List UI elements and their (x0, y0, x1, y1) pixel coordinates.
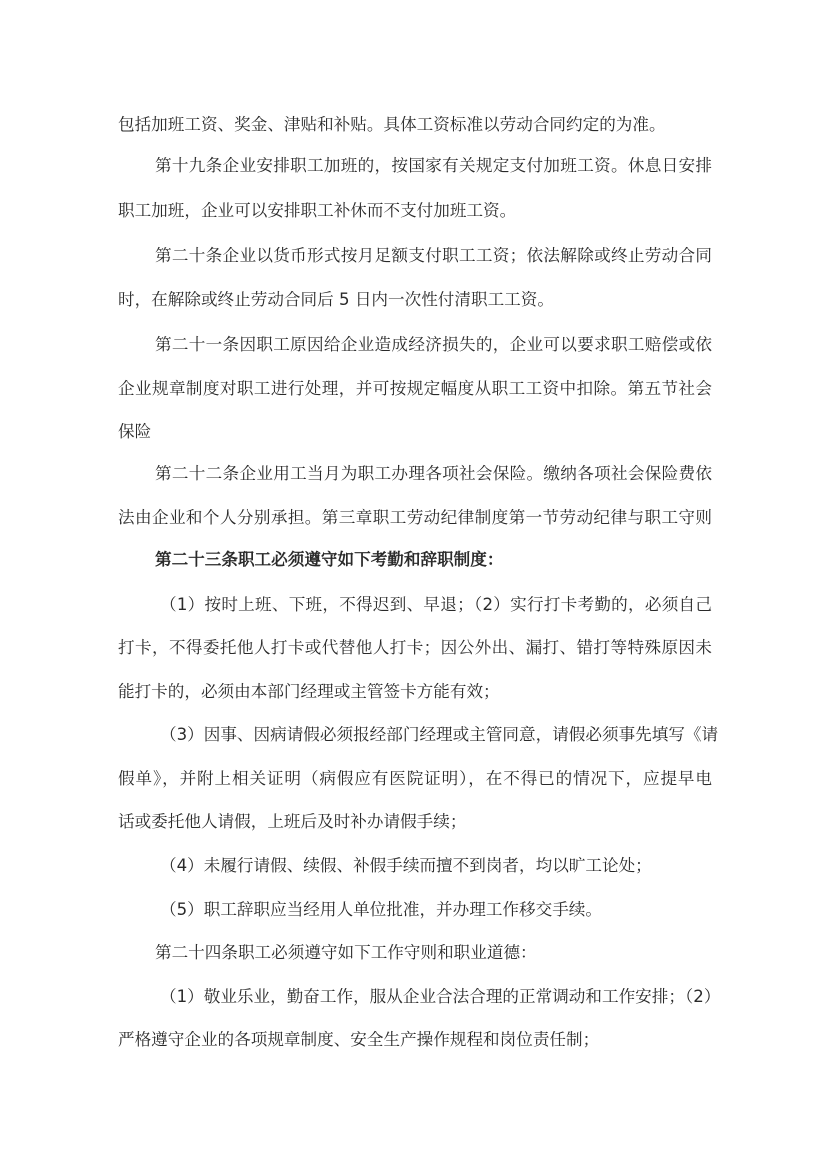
text-line: 第二十条企业以货币形式按月足额支付职工工资；依法解除或终止劳动合同 (155, 246, 712, 265)
text-line: 打卡，不得委托他人打卡或代替他人打卡；因公外出、漏打、错打等特殊原因未 (118, 638, 712, 657)
text-line: 企业规章制度对职工进行处理，并可按规定幅度从职工工资中扣除。第五节社会 (118, 379, 712, 398)
text-line: 时，在解除或终止劳动合同后 5 日内一次性付清职工工资。 (118, 290, 554, 309)
article-heading: 第二十三条职工必须遵守如下考勤和辞职制度： (155, 550, 504, 569)
text-line: 能打卡的，必须由本部门经理或主管签卡方能有效； (118, 682, 500, 701)
text-line: 第二十一条因职工原因给企业造成经济损失的，企业可以要求职工赔偿或依 (155, 335, 712, 354)
text-line: 职工加班，企业可以安排职工补休而不支付加班工资。 (118, 201, 517, 220)
text-line: （1）按时上班、下班，不得迟到、早退；（2）实行打卡考勤的，必须自己 (160, 595, 712, 614)
text-line: 话或委托他人请假，上班后及时补办请假手续； (118, 812, 467, 831)
text-line: 保险 (118, 422, 152, 441)
text-line: （1）敬业乐业，勤奋工作，服从企业合法合理的正常调动和工作安排；（2） (160, 987, 721, 1006)
text-line: （3）因事、因病请假必须报经部门经理或主管同意，请假必须事先填写《请 (160, 725, 719, 744)
text-line: 包括加班工资、奖金、津贴和补贴。具体工资标准以劳动合同约定的为准。 (118, 115, 666, 134)
text-line: 第二十四条职工必须遵守如下工作守则和职业道德： (155, 943, 537, 962)
text-line: 法由企业和个人分别承担。第三章职工劳动纪律制度第一节劳动纪律与职工守则 (118, 508, 712, 527)
text-line: （4）未履行请假、续假、补假手续而擅不到岗者，均以旷工论处； (160, 856, 652, 875)
text-line: 假单》，并附上相关证明（病假应有医院证明），在不得已的情况下，应提早电 (118, 769, 712, 788)
text-line: 严格遵守企业的各项规章制度、安全生产操作规程和岗位责任制； (118, 1030, 600, 1049)
text-line: （5）职工辞职应当经用人单位批准，并办理工作移交手续。 (160, 900, 602, 919)
text-line: 第十九条企业安排职工加班的，按国家有关规定支付加班工资。休息日安排 (155, 156, 712, 175)
text-line: 第二十二条企业用工当月为职工办理各项社会保险。缴纳各项社会保险费依 (155, 464, 712, 483)
